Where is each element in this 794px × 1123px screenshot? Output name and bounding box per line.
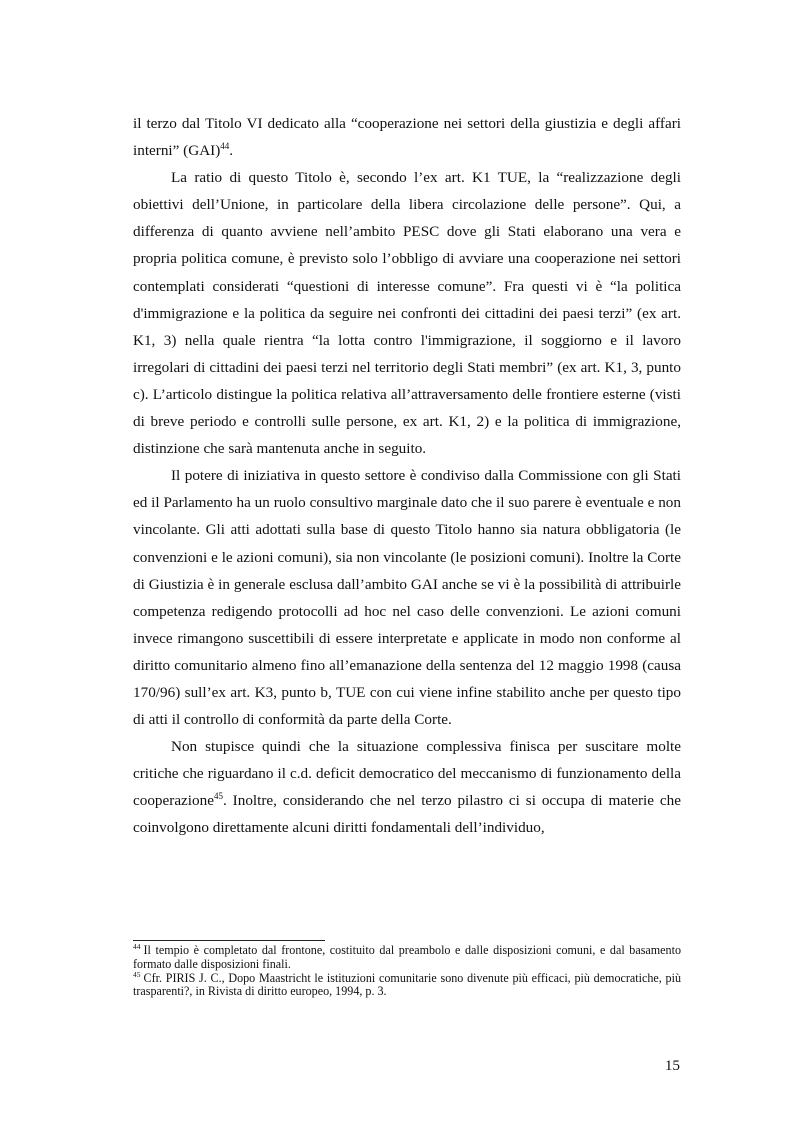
footnote-45 — [133, 969, 681, 1000]
page-number: 15 — [664, 1057, 680, 1074]
paragraph-4 — [133, 733, 681, 841]
footnotes — [133, 941, 681, 999]
paragraph-1-tail: . — [229, 142, 234, 160]
footnote-separator — [133, 940, 325, 941]
paragraph-3-text: Il potere di iniziativa in questo settore è condiviso dalla Commissione con gli Stati ed il Parlamento ha un ruolo consultivo marginale dato che il suo parere è eventuale e non vincolante. Gli atti adottati sulla base di questo Titolo hanno sia natura obbligatoria (le convenzioni e le azioni comuni), sia non vincolante (le posizioni comuni). Inoltre la Corte di Giustizia è in generale esclusa dall’ambito GAI anche se vi è la possibilità di attribuirle competenza redigendo protocolli ad hoc nel caso delle convenzioni. Le azioni comuni invece rimangono suscettibili di essere interpretate e applicate in modo non conforme al diritto comunitario almeno fino all’emanazione della sentenza del 12 maggio 1998 (causa 170/96) sull’ex art. K3, punto b, TUE con cui viene infine stabilito anche per questo tipo di atti il controllo di conformità da parte della Corte. — [133, 467, 681, 729]
footnote-ref-44: 44 — [220, 141, 230, 152]
paragraph-4-tail: . Inoltre, considerando che nel terzo pilastro ci si occupa di materie che coinvolgono direttamente alcuni diritti fondamentali dell’individuo, — [133, 792, 681, 837]
paragraph-1 — [133, 110, 681, 164]
paragraph-1-text: il terzo dal Titolo VI dedicato alla “cooperazione nei settori della giustizia e degli affari interni” (GAI) — [133, 115, 681, 160]
footnote-44-number: 44 — [133, 941, 141, 951]
footnote-45-text: Cfr. PIRIS J. C., Dopo Maastricht le istituzioni comunitarie sono divenute più efficaci, più democratiche, più trasparenti?, in Rivista di diritto europeo, 1994, p. 3. — [133, 970, 681, 999]
paragraph-3 — [133, 462, 681, 733]
paragraph-2 — [133, 164, 681, 462]
footnote-ref-45: 45 — [213, 791, 223, 802]
footnote-45-number: 45 — [133, 969, 141, 979]
main-text — [133, 110, 681, 842]
paragraph-2-text: La ratio di questo Titolo è, secondo l’ex art. K1 TUE, la “realizzazione degli obiettivi dell’Unione, in particolare della libera circolazione delle persone”. Qui, a differenza di quanto avviene nell’ambito PESC dove gli Stati elaborano una vera e propria politica comune, è previsto solo l’obbligo di avviare una cooperazione nei settori contemplati considerati “questioni di interesse comune”. Fra questi vi è “la politica d'immigrazione e la politica da seguire nei confronti dei cittadini dei paesi terzi” (ex art. K1, 3) nella quale rientra “la lotta contro l'immigrazione, il soggiorno e il lavoro irregolari di cittadini dei paesi terzi nel territorio degli Stati membri” (ex art. K1, 3, punto c). L’articolo distingue la politica relativa all’attraversamento delle frontiere esterne (visti di breve periodo e controlli sulle persone, ex art. K1, 2) e la politica di immigrazione, distinzione che sarà mantenuta anche in seguito. — [133, 169, 681, 458]
paragraph-4-text: Non stupisce quindi che la situazione complessiva finisca per suscitare molte critiche che riguardano il c.d. deficit democratico del meccanismo di funzionamento della cooperazione — [133, 738, 681, 810]
footnote-44-text: Il tempio è completato dal frontone, costituito dal preambolo e dalle disposizioni comuni, e dal basamento formato dalle disposizioni finali. — [133, 943, 681, 971]
footnote-44 — [133, 941, 681, 972]
